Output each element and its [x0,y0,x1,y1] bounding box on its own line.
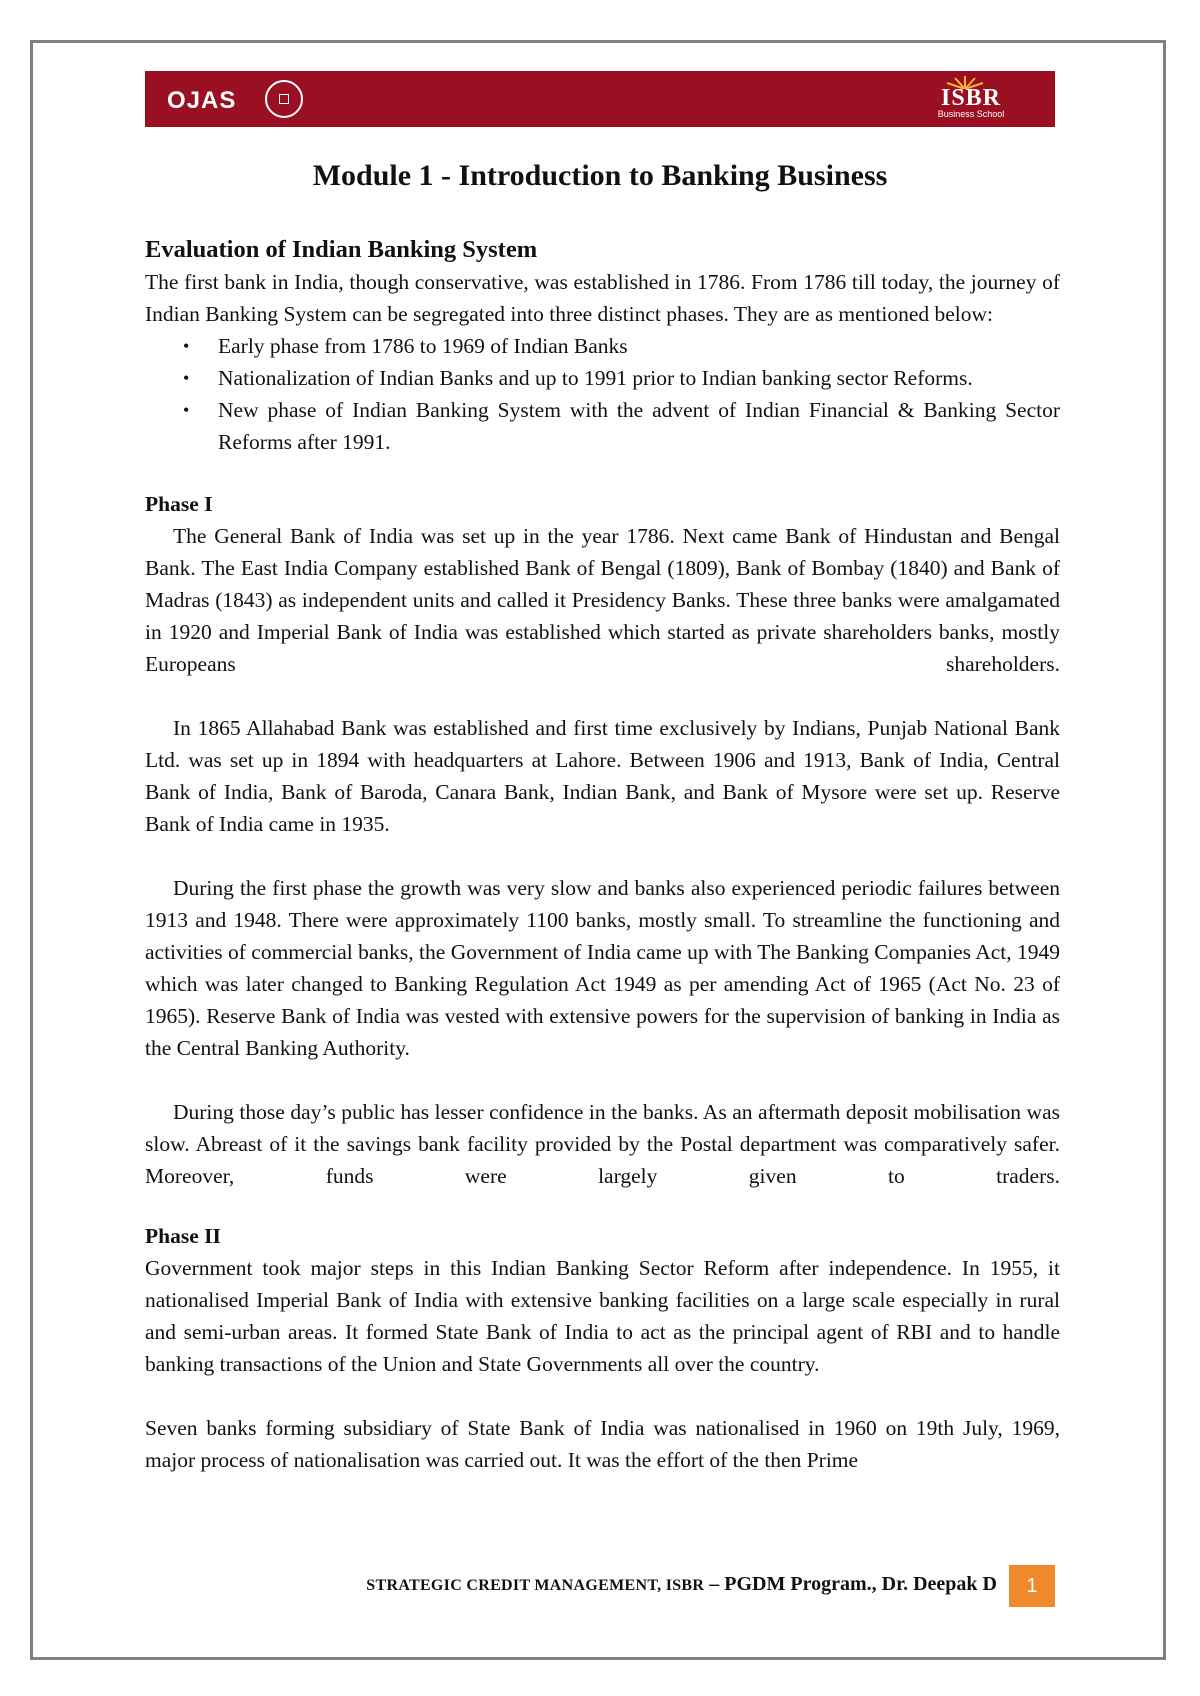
phase-1-paragraph-2: In 1865 Allahabad Bank was established and first time exclusively by Indians, Punjab National Bank Ltd. was set up in 1894 with headquarters at Lahore. Between 1906 and 1913, Bank of India, Central Bank of India, Bank of Baroda, Canara Bank, Indian Bank, and Bank of Mysore were set up. Reserve Bank of India came in 1935. [145,716,1060,836]
bullet-icon: • [183,368,190,388]
list-item: • Nationalization of Indian Banks and up to 1991 prior to Indian banking sector Reforms. [145,362,1060,394]
phase-1-paragraph-1: The General Bank of India was set up in the year 1786. Next came Bank of Hindustan and Bengal Bank. The East India Company established Bank of Bengal (1809), Bank of Bombay (1840) and Bank of Madras (1843) as independent units and called it Presidency Banks. These three banks were amalgamated in 1920 and Imperial Bank of India was established which started as private shareholders banks, mostly Europeans shareholders. [145,524,1060,676]
phase-1-heading: Phase I [145,492,213,516]
footer-course: STRATEGIC CREDIT MANAGEMENT, ISBR [366,1577,705,1594]
footer-program: PGDM Program., Dr. Deepak D [724,1573,997,1595]
phase-1-paragraph-4: During those day’s public has lesser confidence in the banks. As an aftermath deposit mobilisation was slow. Abreast of it the savings bank facility provided by the Postal department was comparatively safer. Moreover, funds were largely given to traders. [145,1100,1060,1188]
footer-text [366,1565,997,1605]
intro-paragraph: The first bank in India, though conservative, was established in 1786. From 1786 till today, the journey of Indian Banking System can be segregated into three distinct phases. They are as mentioned below: [145,270,1060,326]
header-banner [145,71,1055,127]
ojas-seal-icon [265,80,303,118]
ojas-logo [167,80,317,120]
page-footer [145,1565,1055,1603]
phase-2-paragraph-1: Government took major steps in this Indian Banking Sector Reform after independence. In 1955, it nationalised Imperial Bank of India with extensive banking facilities on a large scale especially in rural and semi-urban areas. It formed State Bank of India to act as the principal agent of RBI and to handle banking transactions of the Union and State Governments all over the country. [145,1256,1060,1376]
bullet-icon: • [183,336,190,356]
isbr-logo-text: ISBR [940,85,1002,111]
ojas-logo-text: OJAS [167,87,237,114]
bullet-icon: • [183,400,190,420]
list-item: • New phase of Indian Banking System with the advent of Indian Financial & Banking Sector Reforms after 1991. [145,394,1060,458]
isbr-logo-subtitle: Business School [937,109,1005,119]
section-heading: Evaluation of Indian Banking System [145,236,538,263]
phase-2-heading: Phase II [145,1224,221,1248]
page-number-badge: 1 [1009,1565,1055,1607]
isbr-logo [911,75,1031,123]
document-body [145,234,1060,1476]
phase-2-paragraph-2: Seven banks forming subsidiary of State Bank of India was nationalised in 1960 on 19th July, 1969, major process of nationalisation was carried out. It was the effort of the then Prime [145,1416,1060,1472]
phase-1-paragraph-3: During the first phase the growth was very slow and banks also experienced periodic failures between 1913 and 1948. There were approximately 1100 banks, mostly small. To streamline the functioning and activities of commercial banks, the Government of India came up with The Banking Companies Act, 1949 which was later changed to Banking Regulation Act 1949 as per amending Act of 1965 (Act No. 23 of 1965). Reserve Bank of India was vested with extensive powers for the supervision of banking in India as the Central Banking Authority. [145,876,1060,1060]
phase-list [145,330,1060,458]
page-title: Module 1 - Introduction to Banking Business [312,159,888,192]
footer-dash: – [704,1573,725,1595]
list-item: • Early phase from 1786 to 1969 of Indian Banks [145,330,1060,362]
